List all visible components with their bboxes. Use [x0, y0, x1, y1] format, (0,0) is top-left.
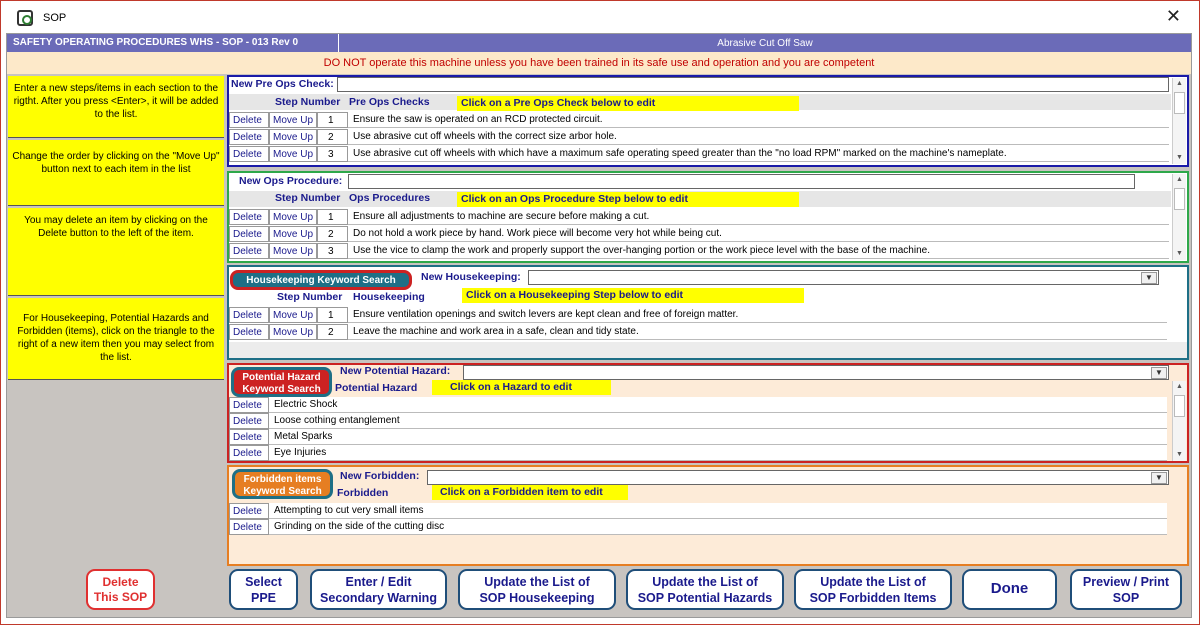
new-pre-ops-label: New Pre Ops Check:: [231, 78, 334, 90]
instruction-move-up: Change the order by clicking on the "Move Up" button next to each item in the list: [8, 140, 224, 206]
update-hazards-line-1: Update the List of: [652, 575, 758, 589]
step-number: 2: [317, 226, 348, 242]
preview-print-line-2: SOP: [1112, 591, 1140, 605]
new-housekeeping-select[interactable]: [528, 270, 1159, 285]
hazard-row: [229, 413, 1167, 429]
move-up-button[interactable]: Move Up: [269, 243, 317, 259]
secondary-warning-button[interactable]: [310, 569, 447, 610]
move-up-button[interactable]: Move Up: [269, 209, 317, 225]
hazard-hint: Click on a Hazard to edit: [432, 380, 611, 395]
pre-ops-col-name: Pre Ops Checks: [349, 96, 430, 108]
ops-row: [229, 209, 1169, 225]
update-housekeeping-line-1: Update the List of: [484, 575, 590, 589]
hazard-scrollbar[interactable]: [1172, 381, 1186, 461]
delete-sop-line-1: Delete: [102, 575, 139, 589]
housekeeping-empty-row: [229, 342, 1187, 358]
pre-ops-text[interactable]: Use abrasive cut off wheels with the correct size arbor hole.: [348, 129, 1169, 145]
housekeeping-hint: Click on a Housekeeping Step below to edit: [462, 288, 804, 303]
forbidden-keyword-line-1: Forbidden items: [243, 474, 322, 485]
delete-button[interactable]: Delete: [229, 146, 269, 162]
sop-app-icon: [17, 10, 33, 26]
hazard-keyword-line-2: Keyword Search: [242, 384, 321, 395]
new-ops-input[interactable]: [348, 174, 1135, 189]
delete-button[interactable]: Delete: [229, 324, 269, 340]
select-ppe-button[interactable]: [229, 569, 298, 610]
move-up-button[interactable]: Move Up: [269, 324, 317, 340]
step-number: 2: [317, 324, 348, 340]
hazard-text[interactable]: Electric Shock: [269, 397, 1167, 413]
update-hazards-button[interactable]: [626, 569, 784, 610]
move-up-button[interactable]: Move Up: [269, 226, 317, 242]
forbidden-panel: [227, 465, 1189, 566]
sop-header-id: SAFETY OPERATING PROCEDURES WHS - SOP - 013 Rev 0: [7, 34, 339, 52]
update-forbidden-button[interactable]: [794, 569, 952, 610]
hazard-text[interactable]: Eye Injuries: [269, 445, 1167, 461]
pre-ops-scrollbar[interactable]: [1172, 78, 1186, 164]
secondary-warning-line-2: Secondary Warning: [320, 591, 437, 605]
delete-button[interactable]: Delete: [229, 503, 269, 519]
new-pre-ops-input[interactable]: [337, 77, 1169, 92]
scroll-up-arrow-icon[interactable]: ▲: [1176, 383, 1183, 390]
hazard-keyword-search-button[interactable]: [231, 367, 332, 397]
ops-text[interactable]: Ensure all adjustments to machine are secure before making a cut.: [348, 209, 1169, 225]
update-forbidden-line-2: SOP Forbidden Items: [809, 591, 937, 605]
housekeeping-panel: [227, 265, 1189, 360]
select-ppe-line-2: PPE: [250, 591, 276, 605]
scroll-down-arrow-icon[interactable]: ▼: [1176, 154, 1183, 161]
preview-print-button[interactable]: [1070, 569, 1182, 610]
delete-button[interactable]: Delete: [229, 397, 269, 413]
delete-sop-button[interactable]: [86, 569, 155, 610]
hazard-row: [229, 445, 1167, 461]
title-bar: [1, 1, 1199, 33]
housekeeping-text[interactable]: Ensure ventilation openings and switch levers are kept clean and free of foreign matter.: [348, 307, 1167, 323]
preview-print-line-1: Preview / Print: [1082, 575, 1170, 589]
delete-button[interactable]: Delete: [229, 519, 269, 535]
delete-button[interactable]: Delete: [229, 429, 269, 445]
chevron-down-icon[interactable]: ▼: [1141, 272, 1157, 284]
step-number: 1: [317, 307, 348, 323]
forbidden-keyword-line-2: Keyword Search: [243, 486, 322, 497]
ops-hint: Click on an Ops Procedure Step below to edit: [457, 192, 799, 207]
scroll-down-arrow-icon[interactable]: ▼: [1176, 250, 1183, 257]
ops-procedure-panel: [227, 171, 1189, 263]
new-forbidden-label: New Forbidden:: [340, 470, 420, 482]
potential-hazard-panel: [227, 363, 1189, 463]
new-forbidden-select[interactable]: [427, 470, 1169, 485]
ops-scrollbar[interactable]: [1172, 174, 1186, 260]
select-ppe-line-1: Select: [245, 575, 282, 589]
delete-button[interactable]: Delete: [229, 307, 269, 323]
scroll-up-arrow-icon[interactable]: ▲: [1176, 176, 1183, 183]
housekeeping-text[interactable]: Leave the machine and work area in a safe, clean and tidy state.: [348, 324, 1167, 340]
delete-button[interactable]: Delete: [229, 129, 269, 145]
update-housekeeping-line-2: SOP Housekeeping: [479, 591, 595, 605]
scroll-thumb[interactable]: [1174, 395, 1185, 417]
delete-button[interactable]: Delete: [229, 243, 269, 259]
instructions-sidebar: [8, 76, 224, 380]
chevron-down-icon[interactable]: ▼: [1151, 472, 1167, 484]
new-ops-label: New Ops Procedure:: [239, 175, 343, 187]
step-number: 3: [317, 243, 348, 259]
step-number: 1: [317, 112, 348, 128]
close-icon[interactable]: ✕: [1165, 6, 1181, 26]
ops-row: [229, 243, 1169, 259]
instruction-delete: You may delete an item by clicking on the Delete button to the left of the item.: [8, 208, 224, 296]
hazard-row: [229, 429, 1167, 445]
ops-text[interactable]: Use the vice to clamp the work and properly support the over-hanging portion or the work piece level with the base of the machine.: [348, 243, 1169, 259]
ops-col-step: Step Number: [275, 192, 341, 204]
pre-ops-row: [229, 146, 1169, 162]
step-number: 1: [317, 209, 348, 225]
pre-ops-col-step: Step Number: [275, 96, 341, 108]
pre-ops-row: [229, 112, 1169, 128]
forbidden-keyword-search-button[interactable]: [232, 469, 333, 499]
step-number: 2: [317, 129, 348, 145]
housekeeping-row: [229, 324, 1167, 340]
new-housekeeping-label: New Housekeeping:: [421, 271, 521, 283]
update-hazards-line-2: SOP Potential Hazards: [637, 591, 773, 605]
delete-button[interactable]: Delete: [229, 413, 269, 429]
update-housekeeping-button[interactable]: [458, 569, 616, 610]
pre-ops-hint: Click on a Pre Ops Check below to edit: [457, 96, 799, 111]
hazard-col-name: Potential Hazard: [335, 382, 418, 394]
ops-col-name: Ops Procedures: [349, 192, 431, 204]
pre-ops-row: [229, 129, 1169, 145]
scroll-up-arrow-icon[interactable]: ▲: [1176, 80, 1183, 87]
update-forbidden-line-1: Update the List of: [820, 575, 926, 589]
ops-text[interactable]: Do not hold a work piece by hand. Work piece will become very hot while being cut.: [348, 226, 1169, 242]
forbidden-text[interactable]: Grinding on the side of the cutting disc: [269, 519, 1167, 535]
hazard-row: [229, 397, 1167, 413]
delete-button[interactable]: Delete: [229, 112, 269, 128]
secondary-warning-line-1: Enter / Edit: [345, 575, 412, 589]
training-warning: DO NOT operate this machine unless you have been trained in its safe use and operation and you are competent: [7, 52, 1191, 74]
hazard-text[interactable]: Loose cothing entanglement: [269, 413, 1167, 429]
move-up-button[interactable]: Move Up: [269, 129, 317, 145]
scroll-down-arrow-icon[interactable]: ▼: [1176, 451, 1183, 458]
pre-ops-text[interactable]: Ensure the saw is operated on an RCD protected circuit.: [348, 112, 1169, 128]
housekeeping-col-step: Step Number: [277, 291, 343, 303]
instruction-enter: Enter a new steps/items in each section to the rigtht. After you press <Enter>, it will be added to the list.: [8, 76, 224, 138]
move-up-button[interactable]: Move Up: [269, 146, 317, 162]
sop-machine-name: Abrasive Cut Off Saw: [339, 34, 1191, 52]
pre-ops-panel: [227, 75, 1189, 167]
move-up-button[interactable]: Move Up: [269, 307, 317, 323]
forbidden-row: [229, 503, 1167, 519]
housekeeping-col-name: Housekeeping: [353, 291, 425, 303]
new-hazard-label: New Potential Hazard:: [340, 365, 451, 377]
new-hazard-select[interactable]: [463, 365, 1169, 380]
forbidden-col-name: Forbidden: [337, 487, 389, 499]
housekeeping-row: [229, 307, 1167, 323]
scroll-thumb[interactable]: [1174, 92, 1185, 114]
delete-sop-line-2: This SOP: [93, 590, 148, 604]
chevron-down-icon[interactable]: ▼: [1151, 367, 1167, 379]
ops-row: [229, 226, 1169, 242]
delete-button[interactable]: Delete: [229, 445, 269, 461]
forbidden-text[interactable]: Attempting to cut very small items: [269, 503, 1167, 519]
hazard-keyword-line-1: Potential Hazard: [242, 372, 321, 383]
delete-button[interactable]: Delete: [229, 226, 269, 242]
hazard-text[interactable]: Metal Sparks: [269, 429, 1167, 445]
step-number: 3: [317, 146, 348, 162]
done-button[interactable]: Done: [962, 569, 1057, 610]
instruction-dropdowns: For Housekeeping, Potential Hazards and Forbidden (items), click on the triangle to the right of a new item then you may select from the list.: [8, 298, 224, 380]
forbidden-row: [229, 519, 1167, 535]
scroll-thumb[interactable]: [1174, 188, 1185, 210]
forbidden-hint: Click on a Forbidden item to edit: [432, 485, 628, 500]
delete-button[interactable]: Delete: [229, 209, 269, 225]
pre-ops-text[interactable]: Use abrasive cut off wheels with which have a maximum safe operating speed greater than the "no load RPM" marked on the machine's nameplate.: [348, 146, 1169, 162]
housekeeping-keyword-search-button[interactable]: Housekeeping Keyword Search: [230, 270, 412, 290]
window-title: SOP: [43, 12, 67, 24]
move-up-button[interactable]: Move Up: [269, 112, 317, 128]
